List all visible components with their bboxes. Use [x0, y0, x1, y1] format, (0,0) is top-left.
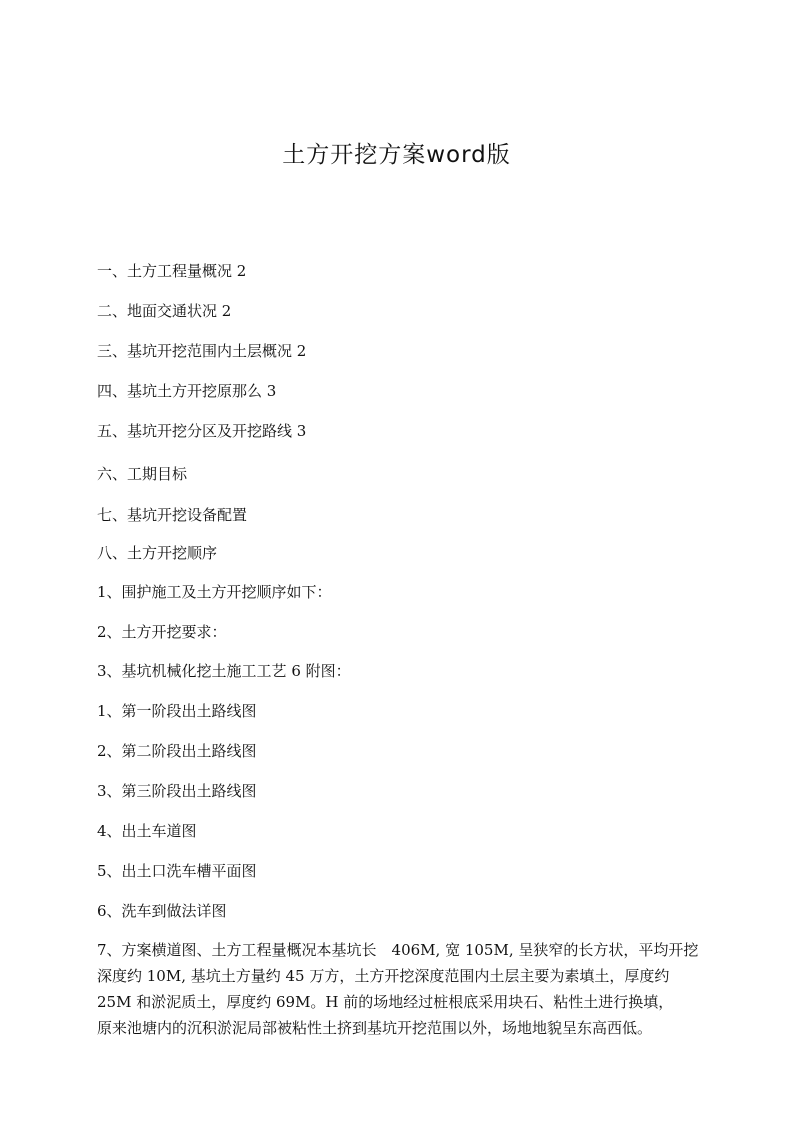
- overview-paragraph: [97, 937, 717, 1041]
- toc-item-8: 八、土方开挖顺序: [97, 544, 218, 562]
- toc-item-6: 六、工期目标: [97, 465, 188, 483]
- toc-item-3: 三、基坑开挖范围内土层概况 2: [97, 342, 307, 360]
- paragraph-line-3: 25M 和淤泥质土，厚度约 69M。H 前的场地经过桩根底采用块石、粘性土进行换填，: [97, 993, 674, 1011]
- toc-item-2: 二、地面交通状况 2: [97, 302, 232, 320]
- appendix-item-6: 6、洗车到做法详图: [97, 902, 227, 920]
- toc-item-5: 五、基坑开挖分区及开挖路线 3: [97, 422, 307, 440]
- paragraph-line-2: 深度约 10M, 基坑土方量约 45 万方，土方开挖深度范围内土层主要为素填土，厚度约: [97, 967, 670, 985]
- paragraph-line-4: 原来池塘内的沉积淤泥局部被粘性土挤到基坑开挖范围以外，场地地貌呈东高西低。: [97, 1019, 653, 1037]
- appendix-item-2: 2、第二阶段出土路线图: [97, 742, 257, 760]
- toc-item-1: 一、土方工程量概况 2: [97, 262, 247, 280]
- paragraph-line-1: 7、方案横道图、土方工程量概况本基坑长 406M, 宽 105M, 呈狭窄的长方状，平均开挖: [97, 941, 699, 959]
- toc-item-4: 四、基坑土方开挖原那么 3: [97, 382, 277, 400]
- toc-subitem-3: 3、基坑机械化挖土施工工艺 6 附图：: [97, 662, 351, 680]
- appendix-item-3: 3、第三阶段出土路线图: [97, 782, 257, 800]
- appendix-item-1: 1、第一阶段出土路线图: [97, 702, 257, 720]
- toc-subitem-1: 1、围护施工及土方开挖顺序如下：: [97, 583, 332, 601]
- toc-item-7: 七、基坑开挖设备配置: [97, 506, 248, 524]
- toc-subitem-2: 2、土方开挖要求：: [97, 623, 227, 641]
- appendix-item-5: 5、出土口洗车槽平面图: [97, 862, 257, 880]
- appendix-item-4: 4、出土车道图: [97, 822, 197, 840]
- document-title: 土方开挖方案word版: [282, 142, 511, 168]
